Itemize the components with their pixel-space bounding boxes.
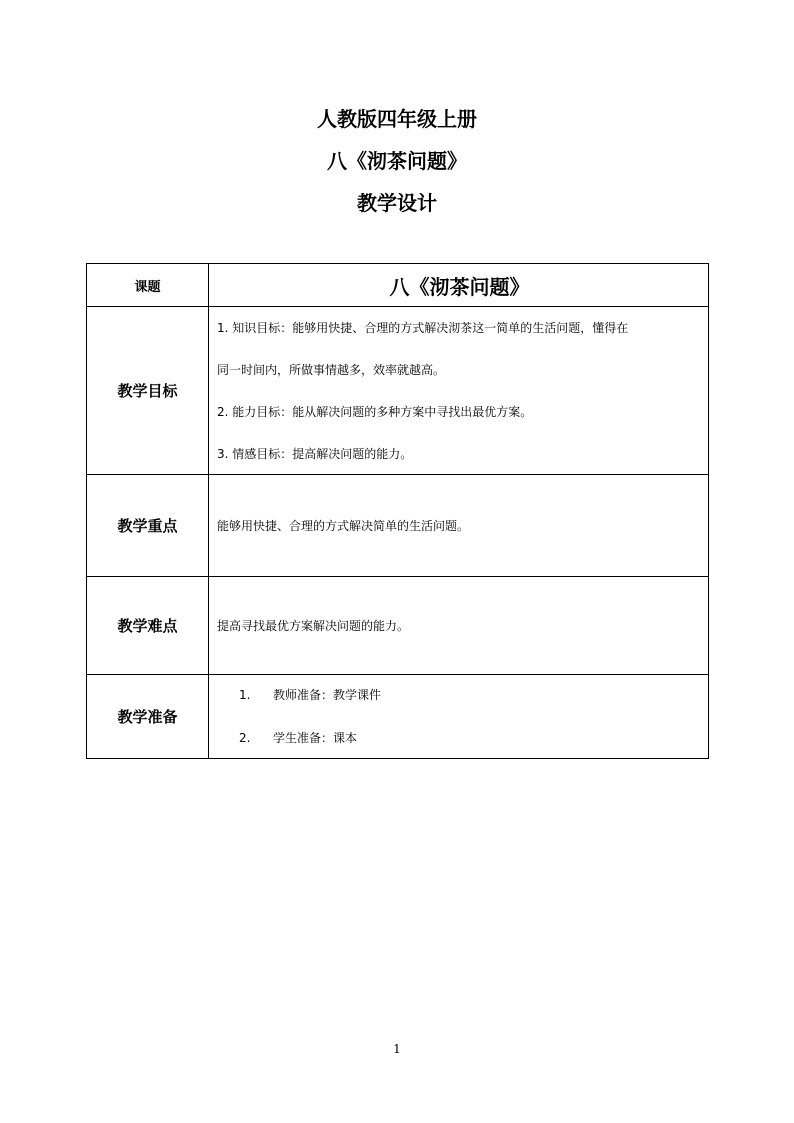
preparation-item	[217, 731, 702, 745]
preparation-item-text: 教师准备：教学课件	[273, 688, 382, 702]
table-row-key-points	[87, 475, 709, 577]
difficulties-text: 提高寻找最优方案解决问题的能力。	[209, 577, 709, 675]
document-title-line1: 人教版四年级上册	[317, 107, 477, 131]
objectives-label: 教学目标	[87, 307, 209, 475]
table-row-topic	[87, 264, 709, 307]
table-row-preparation	[87, 675, 709, 759]
key-points-label: 教学重点	[87, 475, 209, 577]
table-row-difficulties	[87, 577, 709, 675]
document-title-line2: 八《沏茶问题》	[327, 149, 467, 173]
objective-2: 2. 能力目标：能从解决问题的多种方案中寻找出最优方案。	[217, 405, 533, 419]
topic-label: 课题	[87, 264, 209, 307]
objective-1-line-1: 1. 知识目标：能够用快捷、合理的方式解决沏茶这一简单的生活问题，懂得在	[217, 321, 629, 335]
topic-value: 八《沏茶问题》	[209, 264, 709, 307]
preparation-item	[217, 688, 702, 702]
preparation-item-text: 学生准备：课本	[273, 731, 358, 745]
document-title-line3: 教学设计	[357, 191, 437, 215]
difficulties-label: 教学难点	[87, 577, 209, 675]
preparation-label: 教学准备	[87, 675, 209, 759]
preparation-item-number: 1.	[239, 688, 251, 702]
table-row-objectives	[87, 307, 709, 475]
preparation-item-number: 2.	[239, 731, 251, 745]
objective-1-line-2: 同一时间内，所做事情越多，效率就越高。	[217, 363, 446, 377]
objectives-cell	[209, 307, 709, 475]
lesson-plan-table	[86, 263, 709, 759]
page-number: 1	[393, 1042, 401, 1056]
key-points-text: 能够用快捷、合理的方式解决简单的生活问题。	[209, 475, 709, 577]
preparation-cell	[209, 675, 709, 759]
objective-3: 3. 情感目标：提高解决问题的能力。	[217, 447, 413, 461]
